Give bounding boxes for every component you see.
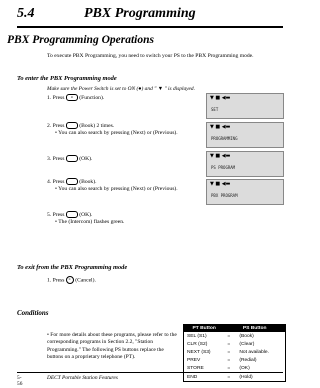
signal-battery-icon: ▼ ■ ◀▬ bbox=[210, 181, 231, 187]
table-row: END = (Hold) bbox=[187, 374, 253, 380]
ok-key-icon bbox=[66, 155, 78, 162]
table-row: NEXT (S3) = Not available. bbox=[187, 349, 270, 355]
page-header bbox=[17, 4, 283, 26]
footer-rule bbox=[17, 372, 283, 373]
step-4-sub: • You can also search by pressing (Next) or (Previous). bbox=[55, 186, 178, 192]
page-heading: PBX Programming Operations bbox=[7, 34, 154, 46]
exit-heading: To exit from the PBX Programming mode bbox=[17, 264, 128, 271]
table-row: CLR (S2) = (Clear) bbox=[187, 341, 255, 347]
lcd-display-4: ▼ ■ ◀▬ PBX PROGRAM bbox=[206, 179, 284, 205]
step-5-sub: • The (Intercom) flashes green. bbox=[55, 219, 125, 225]
step-3: 3. Press (OK). bbox=[47, 155, 93, 162]
section-title: PBX Programming bbox=[84, 6, 196, 21]
intro-text: To execute PBX Programming, you need to switch your PS to the PBX Programming mode. bbox=[47, 53, 254, 59]
lcd-display-3: ▼ ■ ◀▬ PS PROGRAM bbox=[206, 151, 284, 177]
col-pt: PT Button bbox=[184, 325, 225, 333]
conditions-heading: Conditions bbox=[17, 309, 49, 317]
header-rule bbox=[17, 26, 283, 28]
step-5: 5. Press (OK). bbox=[47, 211, 93, 218]
step-2-sub: • You can also search by pressing (Next) or (Previous). bbox=[55, 130, 178, 136]
book-key-icon bbox=[66, 178, 78, 185]
signal-battery-icon: ▼ ■ ◀▬ bbox=[210, 153, 231, 159]
step-1: 1. Press # (Function). bbox=[47, 94, 105, 101]
signal-battery-icon: ▼ ■ ◀▬ bbox=[210, 124, 231, 130]
conditions-bullet: • For more details about these programs, please refer to the corresponding programs in Section 2.2, "Station Programming." The following PS buttons replace the buttons on a proprietary telephone (PT). bbox=[47, 332, 177, 360]
book-key-icon bbox=[66, 122, 78, 129]
table-row: PREV = (Redial) bbox=[187, 358, 257, 364]
ok-key-icon bbox=[66, 211, 78, 218]
lcd-display-1: ▼ ■ ◀▬ SET bbox=[206, 93, 284, 119]
enter-heading: To enter the PBX Programming mode bbox=[17, 75, 117, 82]
step-2: 2. Press (Book) 2 times. bbox=[47, 122, 115, 129]
enter-note: Make sure the Power Switch is set to ON (●) and " ▼ " is displayed. bbox=[47, 86, 195, 92]
section-number: 5.4 bbox=[17, 6, 35, 21]
table-row: SEL (S1) = (Book) bbox=[187, 333, 254, 339]
step-4: 4. Press (Book). bbox=[47, 178, 97, 185]
table-row: STORE = (OK) bbox=[187, 366, 250, 372]
cancel-key-icon: C bbox=[66, 276, 74, 284]
col-ps: PS Button bbox=[224, 325, 285, 333]
button-mapping-table bbox=[183, 324, 286, 382]
signal-battery-icon: ▼ ■ ◀▬ bbox=[210, 95, 231, 101]
function-key-icon: # bbox=[66, 94, 78, 101]
exit-step: 1. Press C (Cancel). bbox=[47, 277, 96, 284]
footer-title: DECT Portable Station Features bbox=[47, 375, 118, 381]
page-number: 5-56 bbox=[17, 375, 23, 387]
lcd-display-2: ▼ ■ ◀▬ PROGRAMMING bbox=[206, 122, 284, 148]
